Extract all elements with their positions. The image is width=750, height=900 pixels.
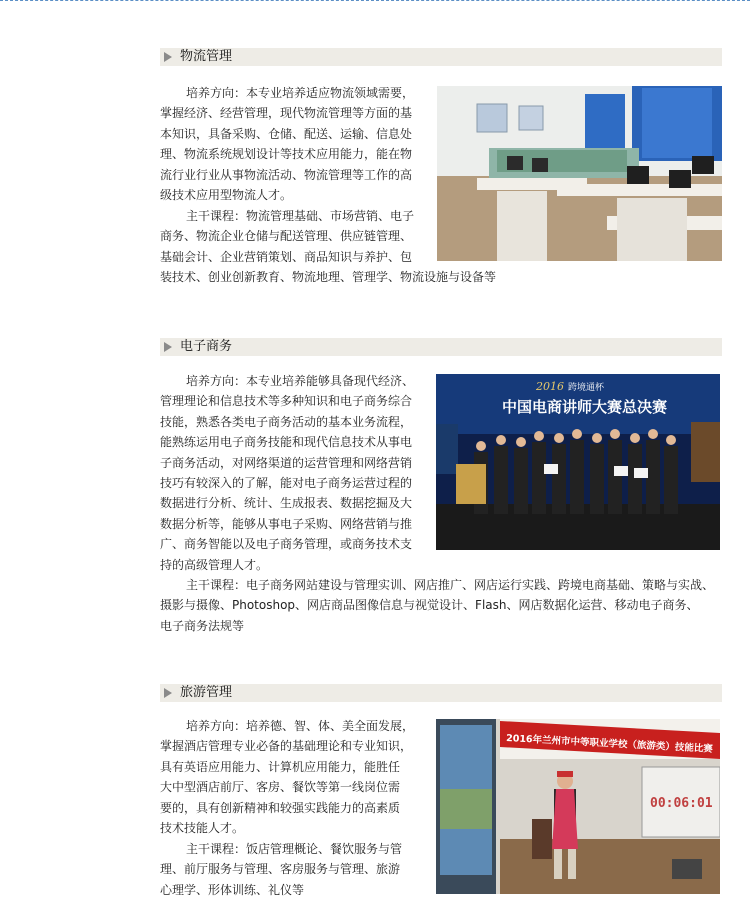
tourism-skills-photo [436, 719, 720, 894]
banner-year: 2016 [536, 380, 564, 393]
text-line: 理、物流系统规划设计等技术应用能力，能在物 [160, 147, 413, 162]
section-title: 旅游管理 [180, 685, 233, 700]
text-line: 装技术、创业创新教育、物流地理、管理学、物流设施与设备等 [160, 270, 497, 285]
banner-main: 中国电商讲师大赛总决赛 [502, 398, 668, 416]
text-line: 具有英语应用能力、计算机应用能力，能胜任 [160, 759, 401, 774]
triangle-bullet-icon [164, 342, 172, 352]
text-line: 理、前厅服务与管理、客房服务与管理、旅游 [160, 862, 401, 877]
main-courses [160, 839, 430, 900]
logistics-lab-photo [437, 86, 722, 261]
text-line: 主干课程：物流管理基础、市场营销、电子 [186, 209, 415, 223]
text-line: 摄影与摄像、Photoshop、网店商品图像信息与视觉设计、Flash、网店数据化运营、移动电子商务、 [160, 598, 699, 613]
text-line: 能熟练运用电子商务技能和现代信息技术从事电 [160, 435, 413, 450]
text-line: 本知识，具备采购、仓储、配送、运输、信息处 [160, 126, 413, 141]
text-line: 管理理论和信息技术等多种知识和电子商务综合 [160, 394, 413, 409]
text-line: 大中型酒店前厅、客房、餐饮等第一线岗位需 [160, 780, 401, 795]
main-courses [160, 575, 722, 636]
text-line: 电子商务法规等 [160, 618, 245, 633]
text-line: 技能，熟悉各类电子商务活动的基本业务流程， [160, 414, 413, 429]
text-line: 子商务活动，对网络渠道的运营管理和网络营销 [160, 455, 413, 470]
text-line: 技巧有较深入的了解，能对电子商务运营过程的 [160, 475, 413, 490]
triangle-bullet-icon [164, 52, 172, 62]
training-direction [160, 371, 435, 575]
section-header [160, 338, 722, 356]
training-direction [160, 83, 430, 205]
top-dashed-border [0, 0, 750, 1]
text-line: 基础会计、企业营销策划、商品知识与养护、包 [160, 249, 413, 264]
text-line: 心理学、形体训练、礼仪等 [160, 882, 305, 897]
text-line: 持的高级管理人才。 [160, 557, 269, 572]
training-direction [160, 716, 430, 838]
text-line: 掌握酒店管理专业必备的基础理论和专业知识， [160, 739, 413, 754]
section-ecommerce [160, 338, 722, 638]
tourism-banner: 2016年兰州市中等职业学校（旅游类）技能比赛 [505, 733, 714, 755]
banner-sub: 跨境通杯 [568, 383, 605, 393]
text-line: 流行业行业从事物流活动、物流管理等工作的高 [160, 167, 413, 182]
text-line: 培养方向：本专业培养适应物流领域需要， [186, 86, 415, 100]
text-line: 广、商务智能以及电子商务管理，或商务技术支 [160, 537, 413, 552]
text-line: 掌握经济、经营管理，现代物流管理等方面的基 [160, 106, 413, 121]
text-line: 培养方向：培养德、智、体、美全面发展， [186, 719, 415, 733]
section-title: 物流管理 [180, 49, 233, 64]
text-line: 数据分析等，能够从事电子采购、网络营销与推 [160, 516, 413, 531]
triangle-bullet-icon [164, 688, 172, 698]
text-line: 技术技能人才。 [160, 820, 245, 835]
text-line: 培养方向：本专业培养能够具备现代经济、 [186, 374, 415, 388]
section-title: 电子商务 [180, 339, 233, 354]
section-tourism [160, 684, 722, 897]
text-line: 主干课程：电子商务网站建设与管理实训、网店推广、网店运行实践、跨境电商基础、策略与实战、 [186, 578, 715, 592]
ecommerce-competition-photo [436, 374, 720, 550]
section-header [160, 48, 722, 66]
text-line: 商务、物流企业仓储与配送管理、供应链管理、 [160, 229, 413, 244]
timer-readout: 00:06:01 [650, 796, 713, 811]
text-line: 主干课程：饭店管理概论、餐饮服务与管 [186, 842, 403, 856]
section-logistics [160, 48, 722, 288]
section-header [160, 684, 722, 702]
text-line: 数据进行分析、统计、生成报表、数据挖掘及大 [160, 496, 413, 511]
text-line: 要的，具有创新精神和较强实践能力的高素质 [160, 800, 401, 815]
text-line: 级技术应用型物流人才。 [160, 187, 293, 202]
